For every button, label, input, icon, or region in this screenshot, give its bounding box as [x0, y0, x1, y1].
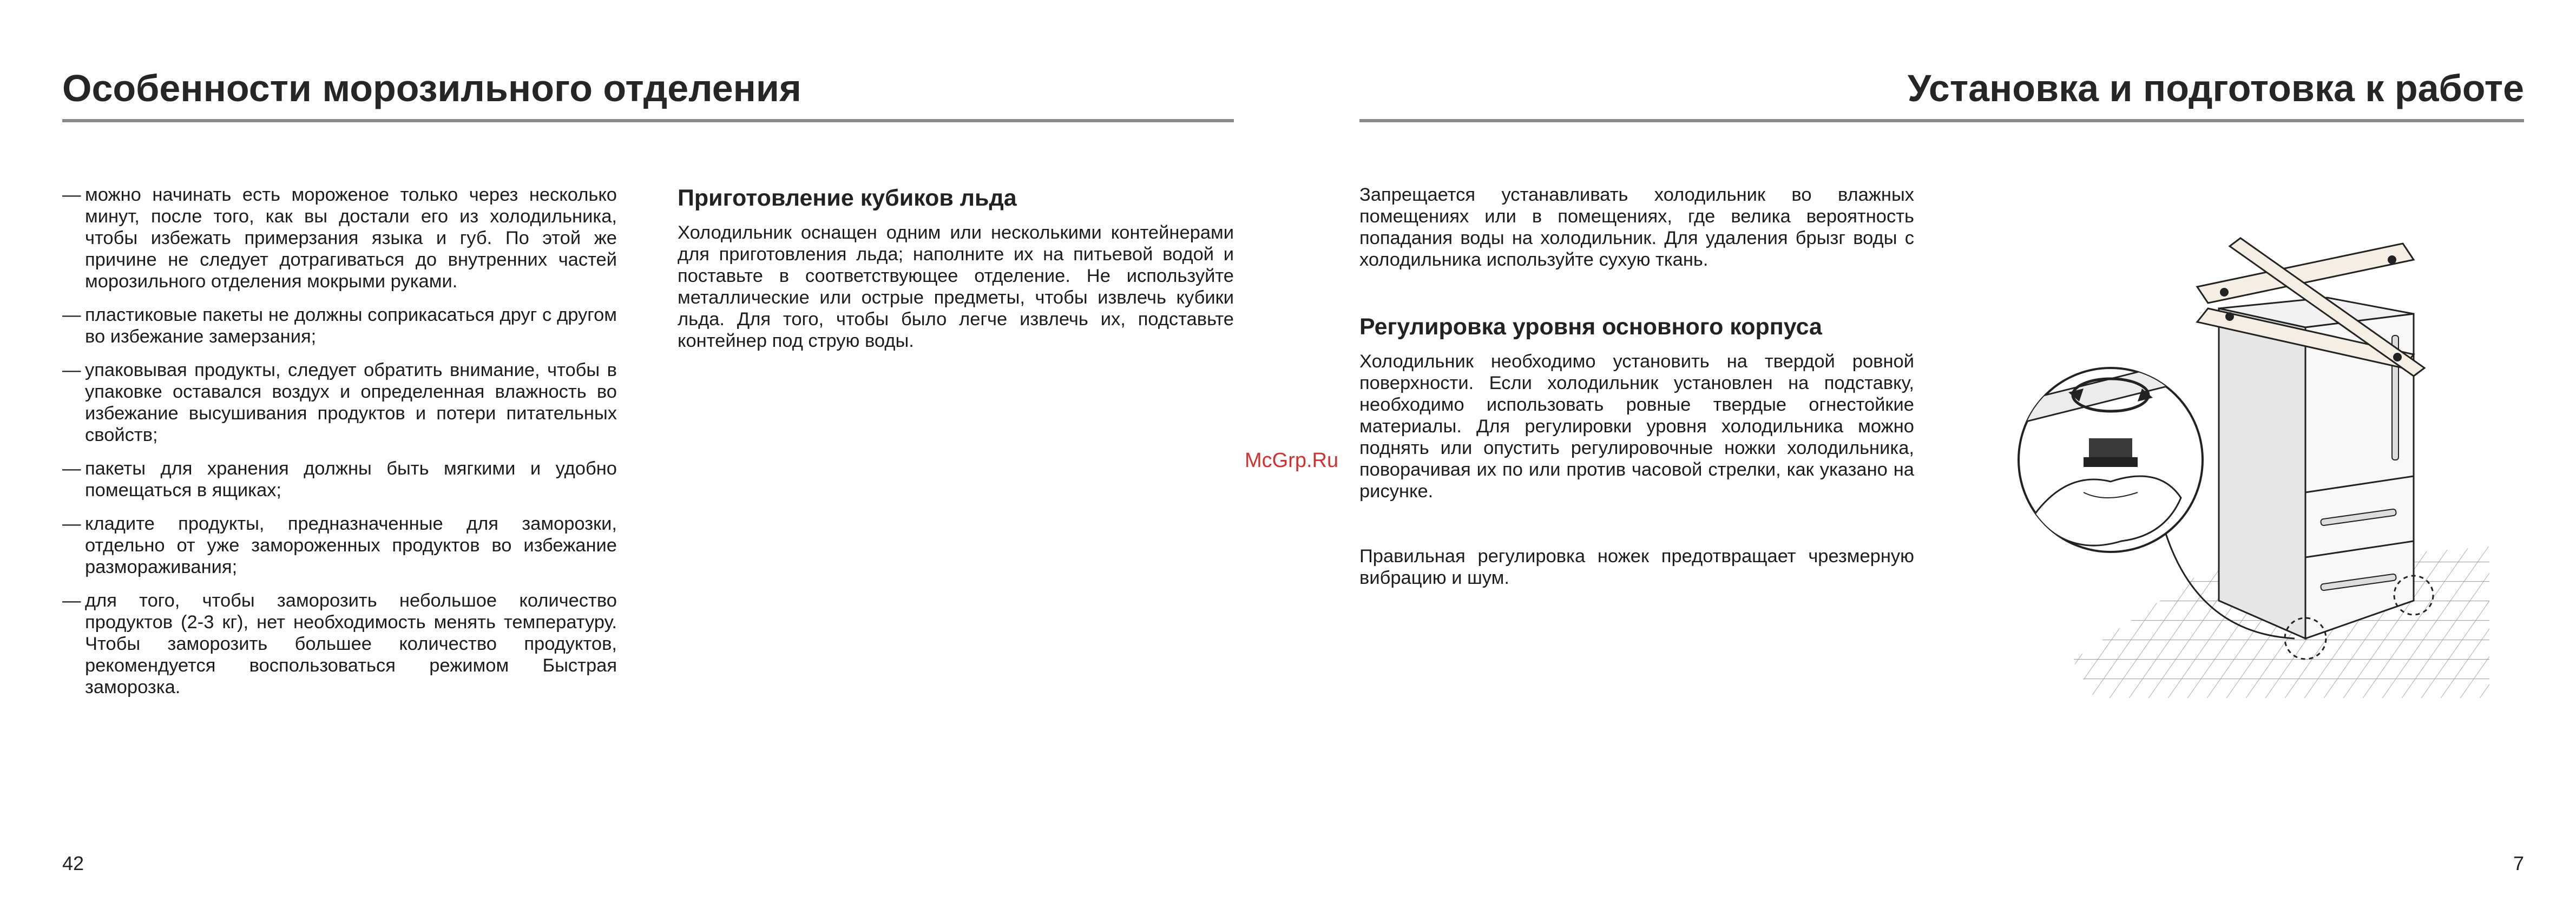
ice-cubes-section	[678, 184, 1234, 352]
section-text: Холодильник необходимо установить на твердой ровной поверхности. Если холодильник установлен на подставку, необходимо использовать ровные твердые огнестойкие материалы. Для регулировки уровня холодильника можно поднять или опустить регулировочные ножки холодильника, поворачивая их по или против часовой стрелки, как указано на рисунке.	[1359, 351, 1914, 502]
installation-text-column	[1359, 184, 1914, 589]
fridge-leveling-illustration	[2002, 211, 2489, 698]
list-item: — кладите продукты, предназначенные для заморозки, отдельно от уже замороженных продуктов во избежание размораживания;	[62, 514, 617, 577]
page-number: 42	[62, 852, 84, 874]
watermark: McGrp.Ru	[1245, 449, 1339, 472]
intro-text: Запрещается устанавливать холодильник во влажных помещениях или в помещениях, где велика вероятность попадания воды на холодильник. Для удаления брызг воды с холодильника используйте сухую ткань.	[1359, 185, 1914, 270]
title-rule	[62, 119, 1234, 122]
section-heading: Приготовление кубиков льда	[678, 185, 1017, 211]
section-heading: Регулировка уровня основного корпуса	[1359, 314, 1822, 340]
page-title: Особенности морозильного отделения	[62, 67, 801, 109]
list-item: — упаковывая продукты, следует обратить внимание, чтобы в упаковке оставался воздух и определенная влажность во избежание высушивания продуктов и потери питательных свойств;	[62, 360, 617, 445]
page-title: Установка и подготовка к работе	[1907, 67, 2524, 109]
list-item: — пакеты для хранения должны быть мягкими и удобно помещаться в ящиках;	[62, 458, 617, 501]
page-number: 7	[2513, 852, 2524, 874]
list-item: — пластиковые пакеты не должны соприкасаться друг с другом во избежание замерзания;	[62, 305, 617, 347]
freezer-tips-list	[62, 184, 617, 698]
adjustable-foot-closeup	[2002, 352, 2219, 552]
title-rule	[1359, 119, 2524, 122]
list-item: — можно начинать есть мороженое только через несколько минут, после того, как вы достали его из холодильника, чтобы избежать примерзания языка и губ. По этой же причине не следует дотрагиваться до внутренних частей морозильного отделения мокрыми руками.	[62, 185, 617, 292]
list-item: — для того, чтобы заморозить небольшое количество продуктов (2-3 кг), нет необходимость менять температуру. Чтобы заморозить большее количество продуктов, рекомендуется воспользоваться режимом Быстрая заморозка.	[62, 590, 617, 697]
section-text: Холодильник оснащен одним или несколькими контейнерами для приготовления льда; наполните их на питьевой водой и поставьте в соответствующее отделение. Не используйте металлические или острые предметы, чтобы извлечь кубики льда. Для того, чтобы было легче извлечь их, подставьте контейнер под струю воды.	[678, 222, 1234, 351]
section-note: Правильная регулировка ножек предотвращает чрезмерную вибрацию и шум.	[1359, 546, 1914, 588]
freezer-tips-column	[62, 184, 617, 710]
